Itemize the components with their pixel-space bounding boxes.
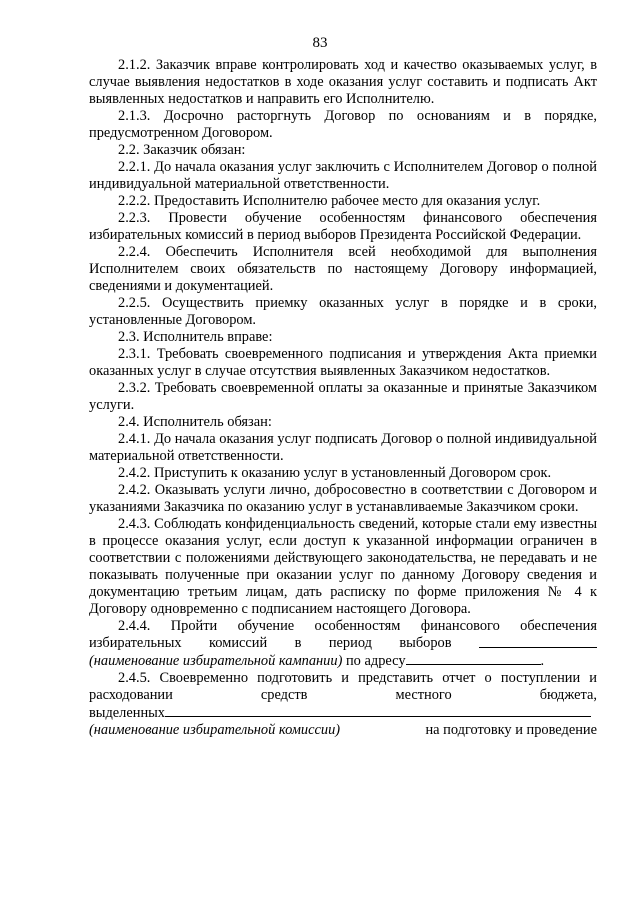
document-body	[89, 57, 597, 739]
paragraph-2-4-2b: 2.4.2. Оказывать услуги лично, добросовестно в соответствии с Договором и указаниями Заказчика по оказанию услуг в устанавливаемые Заказчиком сроки.	[89, 482, 597, 515]
paragraph-2-4-5-tail: на подготовку и проведение	[425, 722, 597, 738]
paragraph-2-4: 2.4. Исполнитель обязан:	[118, 414, 272, 430]
word: период	[328, 635, 372, 651]
word: выборов	[399, 635, 452, 651]
paragraph-2-4-4-line2	[89, 635, 597, 652]
paragraph-2-4-4-line1: 2.4.4. Пройти обучение особенностям финансового обеспечения	[118, 618, 597, 634]
word: бюджета,	[539, 687, 597, 703]
paragraph-2-4-4	[89, 618, 597, 635]
page-number: 83	[312, 35, 328, 51]
blank-line-campaign	[479, 635, 597, 648]
paragraph-2-4-5-line2	[89, 687, 597, 704]
commission-name-hint: (наименование избирательной комиссии)	[89, 722, 341, 738]
paragraph-2-3: 2.3. Исполнитель вправе:	[118, 329, 273, 345]
word: избирательных	[89, 635, 182, 651]
word: в	[294, 635, 302, 651]
campaign-name-hint: (наименование избирательной кампании)	[89, 653, 343, 669]
paragraph-2-4-2a: 2.4.2. Приступить к оказанию услуг в установленный Договором срок.	[118, 465, 552, 481]
paragraph-2-2-5: 2.2.5. Осуществить приемку оказанных услуг в порядке и в сроки, установленные Договором.	[89, 295, 597, 328]
paragraph-2-2-2: 2.2.2. Предоставить Исполнителю рабочее место для оказания услуг.	[118, 193, 541, 209]
paragraph-2-1-3: 2.1.3. Досрочно расторгнуть Договор по основаниям и в порядке, предусмотренном Договором.	[89, 108, 597, 141]
paragraph-2-4-5-line3	[89, 704, 597, 722]
word: средств	[260, 687, 308, 703]
blank-line-address	[406, 652, 541, 665]
paragraph-2-2-3: 2.2.3. Провести обучение особенностям финансового обеспечения избирательных комиссий в период выборов Президента Российской Федерации.	[89, 210, 597, 243]
paragraph-2-4-3: 2.4.3. Соблюдать конфиденциальность сведений, которые стали ему известны в процессе оказания услуг, если доступ к указанной информации ограничен в соответствии с положениями действующего законодательства, не передавать и не показывать полученные при оказании услуг по данному Договору сведения и документацию третьим лицам, дать расписку по форме приложения № 4 к Договору одновременно с подписанием настоящего Договора.	[89, 516, 597, 617]
period: .	[540, 653, 545, 669]
paragraph-2-2-1: 2.2.1. До начала оказания услуг заключить с Исполнителем Договор о полной индивидуальной материальной ответственности.	[89, 159, 597, 192]
paragraph-2-3-2: 2.3.2. Требовать своевременной оплаты за оказанные и принятые Заказчиком услуги.	[89, 380, 597, 413]
word: расходовании	[89, 687, 173, 703]
blank-line-commission	[165, 704, 591, 717]
allocated-label: выделенных	[89, 705, 166, 721]
paragraph-2-4-1: 2.4.1. До начала оказания услуг подписать Договор о полной индивидуальной материальной ответственности.	[89, 431, 597, 464]
paragraph-2-4-5-line4	[89, 722, 597, 739]
paragraph-2-4-4-line3	[89, 652, 597, 670]
paragraph-2-2: 2.2. Заказчик обязан:	[118, 142, 246, 158]
paragraph-2-1-2: 2.1.2. Заказчик вправе контролировать ход и качество оказываемых услуг, в случае выявления недостатков в ходе оказания услуг составить и подписать Акт выявленных недостатков и направить его Исполнителю.	[89, 57, 597, 107]
word: комиссий	[209, 635, 268, 651]
address-label: по адресу	[345, 653, 406, 669]
paragraph-2-2-4: 2.2.4. Обеспечить Исполнителя всей необходимой для выполнения Исполнителем своих обязательств по настоящему Договору информацией, сведениями и документацией.	[89, 244, 597, 294]
word: местного	[395, 687, 452, 703]
paragraph-2-4-5	[89, 670, 597, 687]
paragraph-2-3-1: 2.3.1. Требовать своевременного подписания и утверждения Акта приемки оказанных услуг в случае отсутствия выявленных Заказчиком недостатков.	[89, 346, 597, 379]
paragraph-2-4-5-line1: 2.4.5. Своевременно подготовить и представить отчет о поступлении и	[118, 670, 597, 686]
